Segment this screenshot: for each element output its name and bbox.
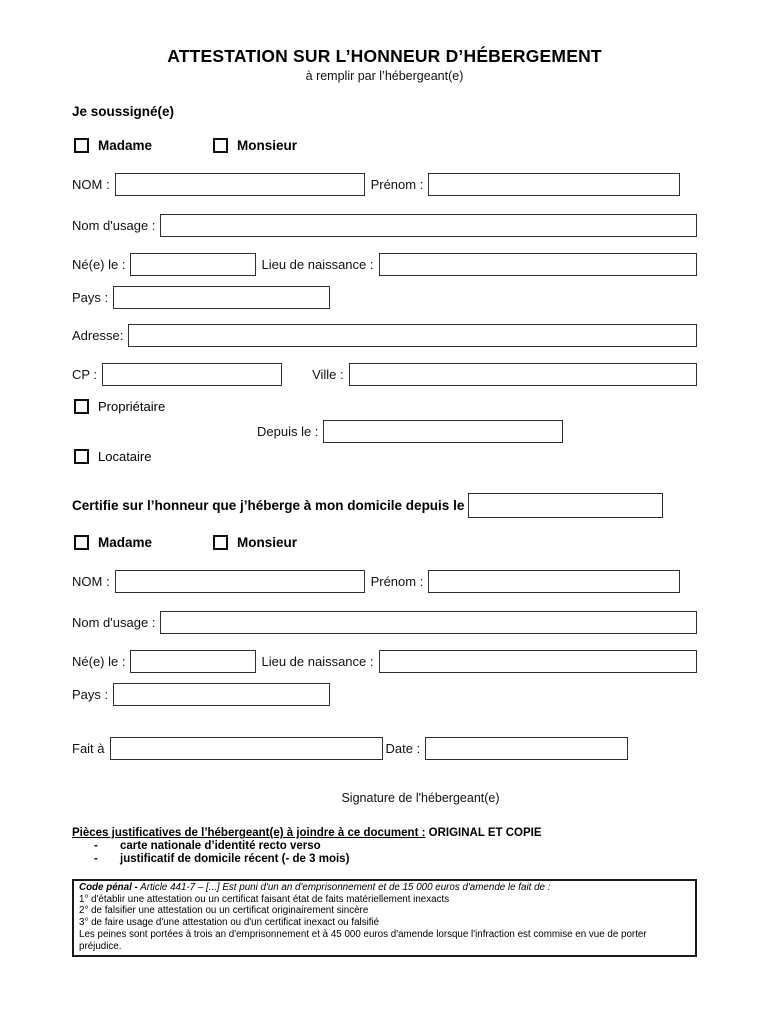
- pieces-heading: [72, 827, 697, 839]
- host-name-row: [72, 173, 697, 196]
- host-birthdate-input[interactable]: [130, 253, 256, 276]
- depuis-le-input[interactable]: [323, 420, 563, 443]
- host-nom-input[interactable]: [115, 173, 365, 196]
- guest-usage-name-row: [72, 611, 697, 634]
- host-birth-row: [72, 253, 697, 276]
- certification-row: [72, 493, 697, 518]
- host-postal-code-input[interactable]: [102, 363, 282, 386]
- host-postal-city-row: [72, 363, 697, 386]
- pieces-heading-underlined: Pièces justificatives de l’hébergeant(e) à joindre à ce document :: [72, 827, 426, 839]
- pieces-item: [72, 853, 697, 865]
- proprietaire-checkbox-group[interactable]: [74, 399, 165, 414]
- host-address-row: [72, 324, 697, 347]
- guest-nom-label: NOM :: [72, 574, 110, 589]
- host-madame-checkbox-group[interactable]: [74, 138, 213, 153]
- host-civility-row: [72, 138, 697, 153]
- host-birthplace-input[interactable]: [379, 253, 698, 276]
- legal-lead-italic: Article 441-7 – [...] Est puni d'un an d'emprisonnement et de 15 000 euros d'amende le fait de :: [137, 882, 551, 893]
- legal-line-1: 1° d'établir une attestation ou un certificat faisant état de faits matériellement inexacts: [79, 893, 450, 905]
- host-birthdate-label: Né(e) le :: [72, 257, 126, 272]
- host-city-label: Ville :: [312, 367, 344, 382]
- guest-monsieur-label: Monsieur: [237, 535, 298, 550]
- dash-bullet: -: [94, 853, 98, 865]
- host-madame-label: Madame: [98, 138, 153, 153]
- pieces-item-text: justificatif de domicile récent (- de 3 mois): [120, 853, 350, 865]
- fait-a-input[interactable]: [110, 737, 383, 760]
- host-nom-usage-label: Nom d'usage :: [72, 218, 156, 233]
- host-monsieur-checkbox-group[interactable]: [213, 138, 297, 153]
- host-monsieur-label: Monsieur: [237, 138, 298, 153]
- legal-line-3: 3° de faire usage d'une attestation ou d'un certificat inexact ou falsifié: [79, 917, 380, 929]
- guest-madame-label: Madame: [98, 535, 153, 550]
- depuis-le-row: [72, 420, 697, 443]
- guest-country-row: [72, 683, 697, 706]
- legal-lead-bold: Code pénal -: [79, 882, 138, 893]
- locataire-checkbox[interactable]: [74, 449, 89, 464]
- guest-madame-checkbox-group[interactable]: [74, 535, 213, 550]
- guest-nom-input[interactable]: [115, 570, 365, 593]
- legal-line-2: 2° de falsifier une attestation ou un certificat originairement sincère: [79, 905, 369, 917]
- host-nom-usage-input[interactable]: [160, 214, 697, 237]
- proprietaire-row: [72, 399, 697, 414]
- signature-label: Signature de l'hébergeant(e): [341, 791, 500, 805]
- guest-civility-row: [72, 535, 697, 550]
- locataire-label: Locataire: [98, 449, 152, 464]
- host-nom-label: NOM :: [72, 177, 110, 192]
- place-date-row: [72, 737, 697, 760]
- guest-birthplace-input[interactable]: [379, 650, 698, 673]
- proprietaire-checkbox[interactable]: [74, 399, 89, 414]
- legal-lead-line: [79, 882, 690, 894]
- guest-prenom-input[interactable]: [428, 570, 680, 593]
- guest-name-row: [72, 570, 697, 593]
- guest-nom-usage-label: Nom d'usage :: [72, 615, 156, 630]
- section-heading-je-soussigne: Je soussigné(e): [72, 104, 175, 119]
- host-country-row: [72, 286, 697, 309]
- guest-birthplace-label: Lieu de naissance :: [261, 654, 374, 669]
- host-prenom-label: Prénom :: [370, 177, 424, 192]
- guest-nom-usage-input[interactable]: [160, 611, 697, 634]
- certification-date-input[interactable]: [468, 493, 663, 518]
- guest-birthdate-input[interactable]: [130, 650, 256, 673]
- locataire-checkbox-group[interactable]: [74, 449, 151, 464]
- dash-bullet: -: [94, 840, 98, 852]
- host-madame-checkbox[interactable]: [74, 138, 89, 153]
- guest-birth-row: [72, 650, 697, 673]
- guest-monsieur-checkbox-group[interactable]: [213, 535, 297, 550]
- pieces-list: [72, 840, 697, 865]
- host-monsieur-checkbox[interactable]: [213, 138, 228, 153]
- proprietaire-label: Propriétaire: [98, 399, 166, 414]
- page-subtitle: à remplir par l’hébergeant(e): [305, 69, 464, 83]
- depuis-le-label: Depuis le :: [257, 424, 319, 439]
- pieces-item-text: carte nationale d’identité recto verso: [120, 840, 321, 852]
- fait-a-label: Fait à: [72, 741, 105, 756]
- guest-country-input[interactable]: [113, 683, 330, 706]
- host-address-label: Adresse:: [72, 328, 124, 343]
- date-input[interactable]: [425, 737, 628, 760]
- pieces-heading-emphasis: ORIGINAL ET COPIE: [428, 827, 542, 839]
- host-city-input[interactable]: [349, 363, 697, 386]
- pieces-item: [72, 840, 697, 852]
- host-country-label: Pays :: [72, 290, 109, 305]
- locataire-row: [72, 449, 697, 464]
- certification-statement: Certifie sur l’honneur que j’héberge à mon domicile depuis le: [72, 498, 465, 513]
- host-prenom-input[interactable]: [428, 173, 680, 196]
- date-label: Date :: [385, 741, 421, 756]
- legal-line-4: Les peines sont portées à trois an d'emprisonnement et à 45 000 euros d'amende lorsque l'infraction est commise en vue de porter préjudice.: [79, 928, 647, 952]
- host-address-input[interactable]: [128, 324, 697, 347]
- guest-madame-checkbox[interactable]: [74, 535, 89, 550]
- guest-birthdate-label: Né(e) le :: [72, 654, 126, 669]
- host-postal-code-label: CP :: [72, 367, 98, 382]
- host-birthplace-label: Lieu de naissance :: [261, 257, 374, 272]
- guest-country-label: Pays :: [72, 687, 109, 702]
- page-title: ATTESTATION SUR L’HONNEUR D’HÉBERGEMENT: [167, 46, 602, 66]
- legal-notice-box: [72, 879, 697, 957]
- guest-prenom-label: Prénom :: [370, 574, 424, 589]
- host-usage-name-row: [72, 214, 697, 237]
- host-country-input[interactable]: [113, 286, 330, 309]
- guest-monsieur-checkbox[interactable]: [213, 535, 228, 550]
